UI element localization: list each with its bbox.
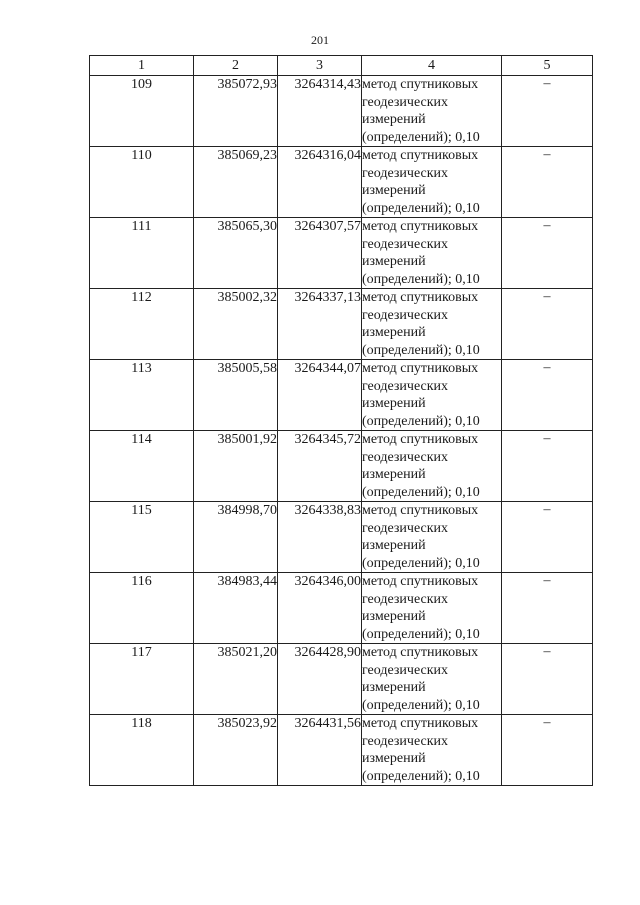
y-coordinate-cell: 3264314,43 [278, 76, 362, 147]
method-line: (определений); 0,10 [362, 484, 480, 500]
method-line: геодезических [362, 520, 449, 536]
point-number-cell: 116 [90, 573, 194, 644]
method-line: измерений [362, 538, 426, 553]
accuracy-cell: – [502, 289, 593, 360]
x-coordinate-cell: 384998,70 [194, 502, 278, 573]
x-coordinate-cell: 385072,93 [194, 76, 278, 147]
x-coordinate-cell: 384983,44 [194, 573, 278, 644]
method-line: геодезических [362, 378, 449, 394]
method-line: метод спутниковых [362, 716, 479, 731]
accuracy-cell: – [502, 147, 593, 218]
x-coordinate-cell: 385001,92 [194, 431, 278, 502]
method-cell [362, 715, 502, 786]
x-coordinate-cell: 385023,92 [194, 715, 278, 786]
method-cell [362, 573, 502, 644]
method-line: измерений [362, 183, 426, 198]
method-line: геодезических [362, 165, 449, 181]
method-line: метод спутниковых [362, 503, 479, 518]
method-cell [362, 360, 502, 431]
method-cell [362, 147, 502, 218]
table-row [90, 573, 593, 644]
method-line: (определений); 0,10 [362, 626, 480, 642]
page-number: 201 [311, 33, 329, 47]
method-line: измерений [362, 254, 426, 269]
table-row [90, 218, 593, 289]
accuracy-cell: – [502, 360, 593, 431]
method-line: метод спутниковых [362, 645, 479, 660]
method-line: (определений); 0,10 [362, 129, 480, 145]
point-number-cell: 112 [90, 289, 194, 360]
method-line: геодезических [362, 236, 449, 252]
accuracy-cell: – [502, 502, 593, 573]
method-line: измерений [362, 751, 426, 766]
x-coordinate-cell: 385002,32 [194, 289, 278, 360]
x-coordinate-cell: 385005,58 [194, 360, 278, 431]
method-line: измерений [362, 467, 426, 482]
y-coordinate-cell: 3264344,07 [278, 360, 362, 431]
column-header: 2 [194, 56, 278, 76]
y-coordinate-cell: 3264338,83 [278, 502, 362, 573]
method-line: метод спутниковых [362, 219, 479, 234]
column-header: 1 [90, 56, 194, 76]
point-number-cell: 109 [90, 76, 194, 147]
method-line: геодезических [362, 662, 449, 678]
method-line: геодезических [362, 449, 449, 465]
method-line: геодезических [362, 591, 449, 607]
method-line: метод спутниковых [362, 574, 479, 589]
method-cell [362, 218, 502, 289]
method-line: метод спутниковых [362, 148, 479, 163]
method-line: (определений); 0,10 [362, 413, 480, 429]
y-coordinate-cell: 3264431,56 [278, 715, 362, 786]
table-row [90, 76, 593, 147]
table-body [90, 76, 593, 786]
method-line: измерений [362, 680, 426, 695]
column-header: 3 [278, 56, 362, 76]
table-row [90, 360, 593, 431]
point-number-cell: 111 [90, 218, 194, 289]
method-line: (определений); 0,10 [362, 342, 480, 358]
method-line: (определений); 0,10 [362, 271, 480, 287]
table-row [90, 644, 593, 715]
method-line: метод спутниковых [362, 432, 479, 447]
accuracy-cell: – [502, 715, 593, 786]
method-line: (определений); 0,10 [362, 200, 480, 216]
point-number-cell: 115 [90, 502, 194, 573]
accuracy-cell: – [502, 644, 593, 715]
method-line: метод спутниковых [362, 77, 479, 92]
x-coordinate-cell: 385021,20 [194, 644, 278, 715]
point-number-cell: 118 [90, 715, 194, 786]
y-coordinate-cell: 3264345,72 [278, 431, 362, 502]
y-coordinate-cell: 3264346,00 [278, 573, 362, 644]
point-number-cell: 114 [90, 431, 194, 502]
y-coordinate-cell: 3264307,57 [278, 218, 362, 289]
method-line: (определений); 0,10 [362, 555, 480, 571]
method-line: измерений [362, 396, 426, 411]
method-line: (определений); 0,10 [362, 768, 480, 784]
method-line: метод спутниковых [362, 290, 479, 305]
table-row [90, 502, 593, 573]
method-line: геодезических [362, 733, 449, 749]
point-number-cell: 113 [90, 360, 194, 431]
accuracy-cell: – [502, 218, 593, 289]
accuracy-cell: – [502, 76, 593, 147]
table-header-row [90, 56, 593, 76]
table-row [90, 289, 593, 360]
method-cell [362, 431, 502, 502]
column-header: 4 [362, 56, 502, 76]
accuracy-cell: – [502, 431, 593, 502]
x-coordinate-cell: 385069,23 [194, 147, 278, 218]
method-cell [362, 644, 502, 715]
method-line: измерений [362, 112, 426, 127]
x-coordinate-cell: 385065,30 [194, 218, 278, 289]
method-line: измерений [362, 325, 426, 340]
y-coordinate-cell: 3264428,90 [278, 644, 362, 715]
column-header: 5 [502, 56, 593, 76]
method-line: геодезических [362, 94, 449, 110]
method-line: геодезических [362, 307, 449, 323]
method-line: измерений [362, 609, 426, 624]
method-cell [362, 76, 502, 147]
accuracy-cell: – [502, 573, 593, 644]
method-line: (определений); 0,10 [362, 697, 480, 713]
table-row [90, 147, 593, 218]
y-coordinate-cell: 3264337,13 [278, 289, 362, 360]
table-row [90, 715, 593, 786]
table-row [90, 431, 593, 502]
point-number-cell: 117 [90, 644, 194, 715]
method-cell [362, 289, 502, 360]
method-line: метод спутниковых [362, 361, 479, 376]
y-coordinate-cell: 3264316,04 [278, 147, 362, 218]
method-cell [362, 502, 502, 573]
coordinates-table [89, 55, 593, 786]
point-number-cell: 110 [90, 147, 194, 218]
